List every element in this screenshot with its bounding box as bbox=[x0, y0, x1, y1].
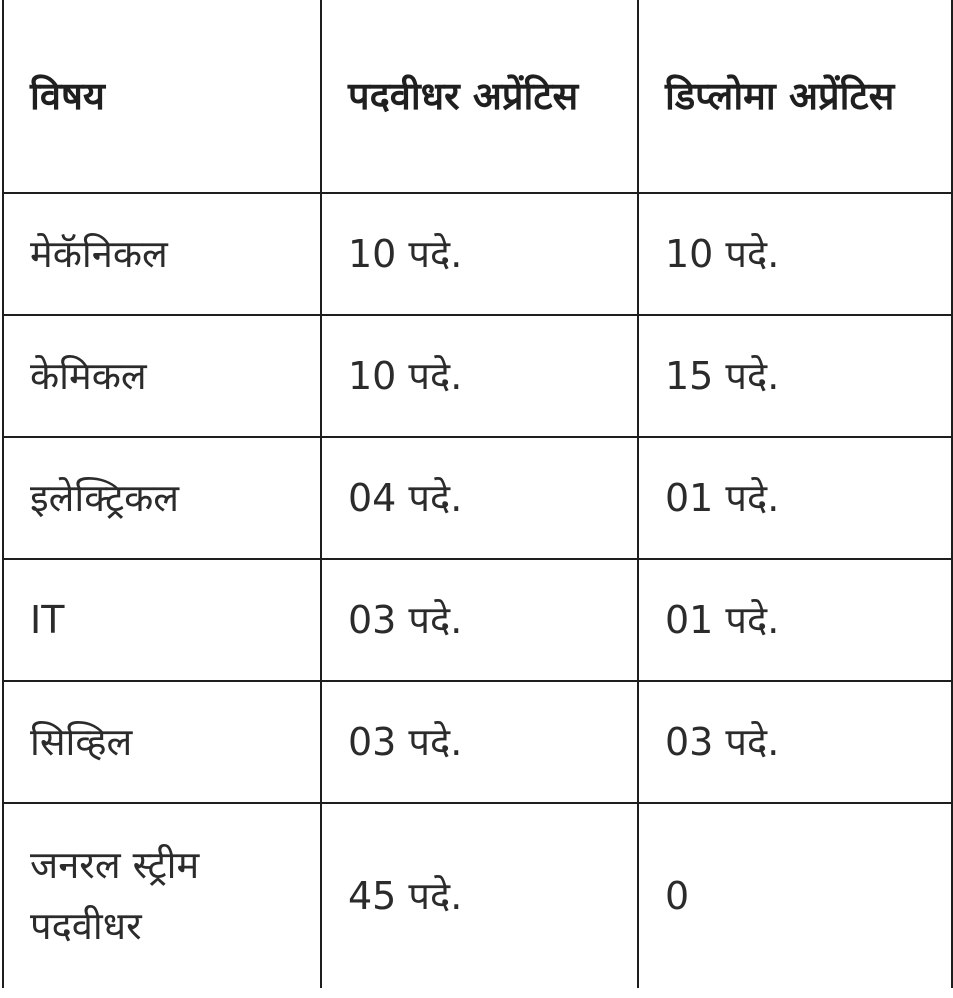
cell-diploma-posts: 15 पदे. bbox=[638, 315, 952, 437]
cell-diploma-posts: 0 bbox=[638, 803, 952, 988]
cell-graduate-posts: 04 पदे. bbox=[321, 437, 638, 559]
cell-subject: केमिकल bbox=[3, 315, 321, 437]
cell-diploma-posts: 01 पदे. bbox=[638, 559, 952, 681]
cell-graduate-posts: 03 पदे. bbox=[321, 681, 638, 803]
table-row bbox=[3, 559, 952, 681]
table-row bbox=[3, 193, 952, 315]
apprentice-vacancy-table bbox=[2, 0, 953, 988]
cell-diploma-posts: 01 पदे. bbox=[638, 437, 952, 559]
table-row bbox=[3, 437, 952, 559]
header-subject: विषय bbox=[3, 0, 321, 193]
header-graduate-apprentice: पदवीधर अप्रेंटिस bbox=[321, 0, 638, 193]
table-row bbox=[3, 315, 952, 437]
cell-subject: जनरल स्ट्रीम पदवीधर bbox=[3, 803, 321, 988]
cell-diploma-posts: 03 पदे. bbox=[638, 681, 952, 803]
table-row bbox=[3, 681, 952, 803]
cell-graduate-posts: 10 पदे. bbox=[321, 315, 638, 437]
cell-diploma-posts: 10 पदे. bbox=[638, 193, 952, 315]
cell-graduate-posts: 45 पदे. bbox=[321, 803, 638, 988]
table-row bbox=[3, 803, 952, 988]
cell-graduate-posts: 03 पदे. bbox=[321, 559, 638, 681]
cell-graduate-posts: 10 पदे. bbox=[321, 193, 638, 315]
header-diploma-apprentice: डिप्लोमा अप्रेंटिस bbox=[638, 0, 952, 193]
cell-subject: सिव्हिल bbox=[3, 681, 321, 803]
cell-subject: मेकॅनिकल bbox=[3, 193, 321, 315]
cell-subject: IT bbox=[3, 559, 321, 681]
table-header-row bbox=[3, 0, 952, 193]
cell-subject: इलेक्ट्रिकल bbox=[3, 437, 321, 559]
